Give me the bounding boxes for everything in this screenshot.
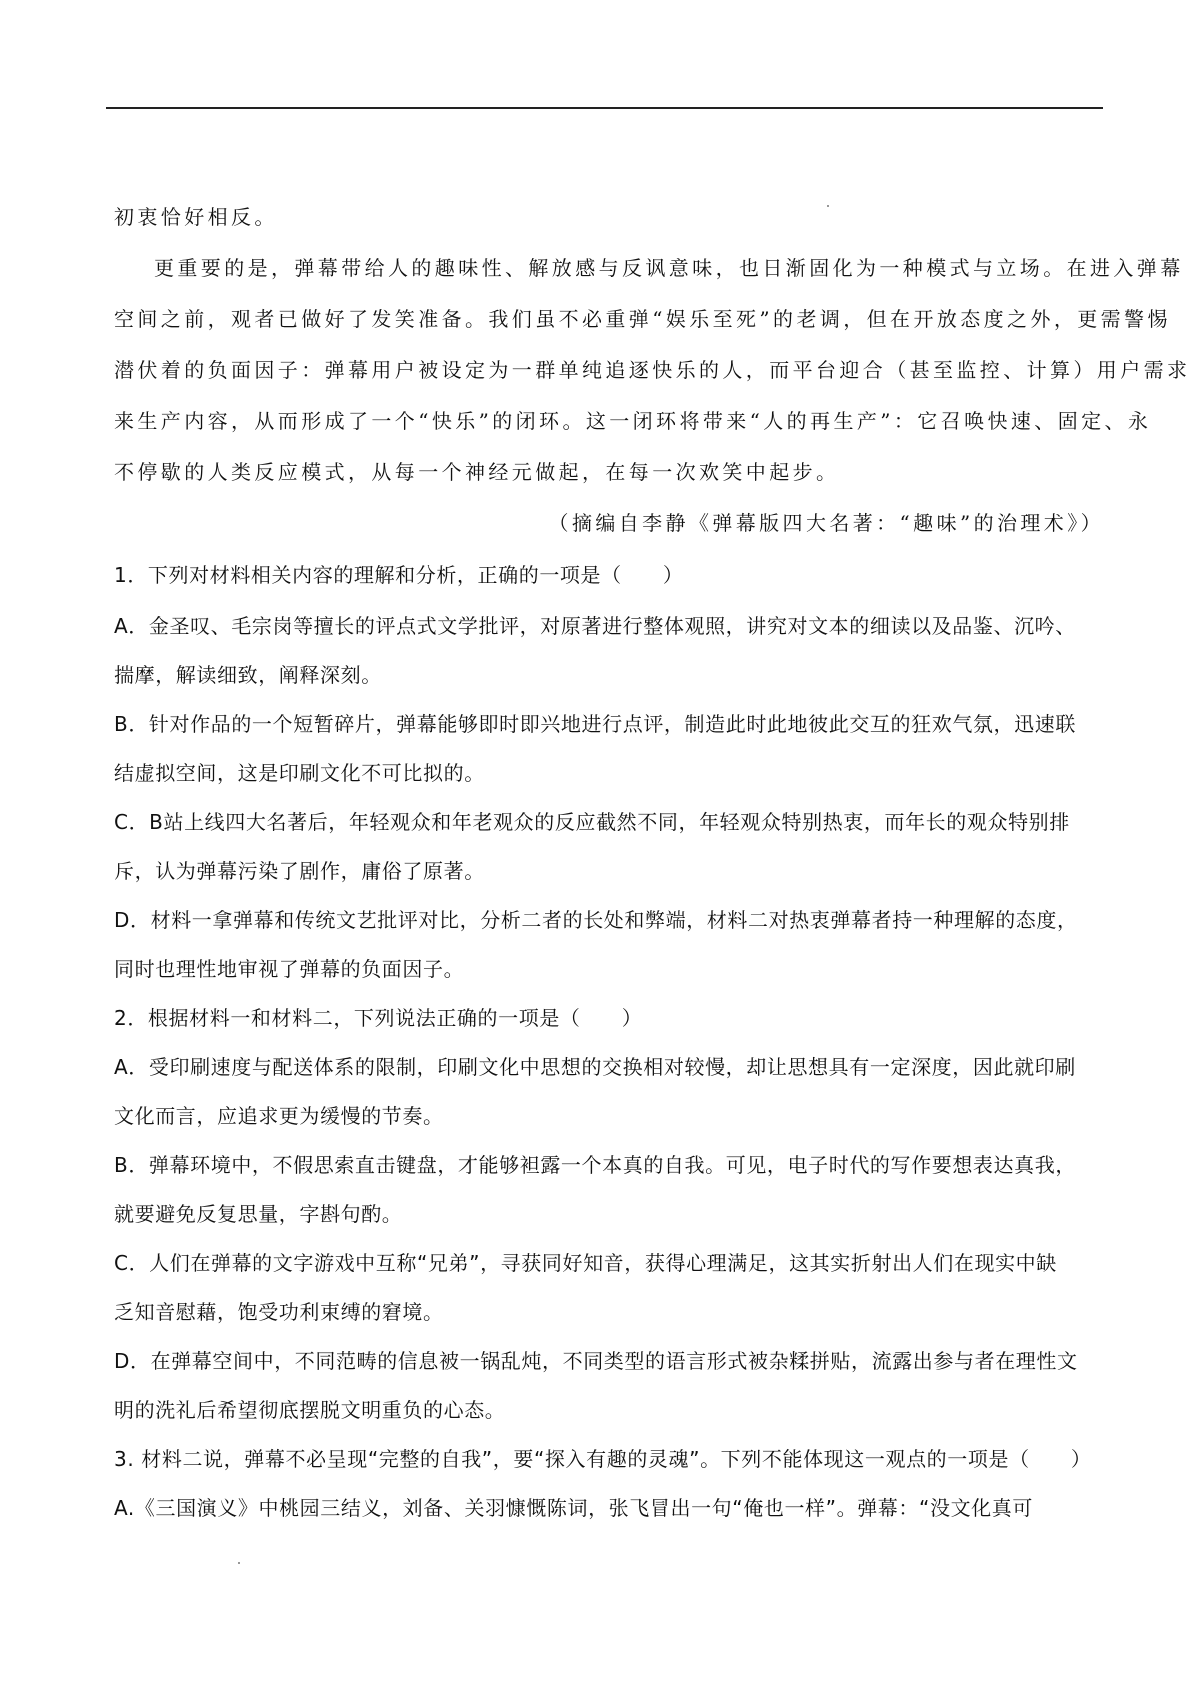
option-line: C．人们在弹幕的文字游戏中互称“兄弟”，寻获同好知音，获得心理满足，这其实折射出人们在现实中缺 — [114, 1251, 1057, 1275]
passage-line: 潜伏着的负面因子：弹幕用户被设定为一群单纯追逐快乐的人，而平台迎合（甚至监控、计算）用户需求 — [114, 358, 1191, 382]
option-line: B．针对作品的一个短暂碎片，弹幕能够即时即兴地进行点评，制造此时此地彼此交互的狂欢气氛，迅速联 — [114, 712, 1076, 736]
option-line: A.《三国演义》中桃园三结义，刘备、关羽慷慨陈词，张飞冒出一句“俺也一样”。弹幕：“没文化真可 — [114, 1496, 1033, 1520]
option-line: 揣摩，解读细致，阐释深刻。 — [114, 663, 382, 687]
passage-line: 初衷恰好相反。 — [114, 205, 278, 229]
option-line: D．在弹幕空间中，不同范畴的信息被一锅乱炖，不同类型的语言形式被杂糅拼贴，流露出参与者在理性文 — [114, 1349, 1078, 1373]
option-line: 斥，认为弹幕污染了剧作，庸俗了原著。 — [114, 859, 485, 883]
question-stem: 2．根据材料一和材料二，下列说法正确的一项是（ ） — [114, 1006, 643, 1030]
option-line: 结虚拟空间，这是印刷文化不可比拟的。 — [114, 761, 485, 785]
option-line: 文化而言，应追求更为缓慢的节奏。 — [114, 1104, 444, 1128]
option-line: 就要避免反复思量，字斟句酌。 — [114, 1202, 403, 1226]
scan-speck — [238, 1562, 240, 1564]
passage-line: 更重要的是，弹幕带给人的趣味性、解放感与反讽意味，也日渐固化为一种模式与立场。在进入弹幕 — [154, 256, 1184, 280]
passage-line: 空间之前，观者已做好了发笑准备。我们虽不必重弹“娱乐至死”的老调，但在开放态度之外，更需警惕 — [114, 307, 1171, 331]
option-line: B．弹幕环境中，不假思索直击键盘，才能够袒露一个本真的自我。可见，电子时代的写作要想表达真我， — [114, 1153, 1076, 1177]
option-line: D．材料一拿弹幕和传统文艺批评对比，分析二者的长处和弊端，材料二对热衷弹幕者持一种理解的态度， — [114, 908, 1078, 932]
header-rule — [106, 107, 1103, 109]
question-stem: 1．下列对材料相关内容的理解和分析，正确的一项是（ ） — [114, 563, 684, 587]
passage-line: 来生产内容，从而形成了一个“快乐”的闭环。这一闭环将带来“人的再生产”：它召唤快速、固定、永 — [114, 409, 1152, 433]
passage-line: 不停歇的人类反应模式，从每一个神经元做起，在每一次欢笑中起步。 — [114, 460, 840, 484]
option-line: 明的洗礼后希望彻底摆脱文明重负的心态。 — [114, 1398, 506, 1422]
option-line: 乏知音慰藉，饱受功利束缚的窘境。 — [114, 1300, 444, 1324]
option-line: A．金圣叹、毛宗岗等擅长的评点式文学批评，对原著进行整体观照，讲究对文本的细读以及品鉴、沉吟、 — [114, 614, 1076, 638]
option-line: A．受印刷速度与配送体系的限制，印刷文化中思想的交换相对较慢，却让思想具有一定深度，因此就印刷 — [114, 1055, 1076, 1079]
passage-source: （摘编自李静《弹幕版四大名著：“趣味”的治理术》） — [548, 511, 1104, 535]
option-line: C．B站上线四大名著后，年轻观众和年老观众的反应截然不同，年轻观众特别热衷，而年长的观众特别排 — [114, 810, 1070, 834]
option-line: 同时也理性地审视了弹幕的负面因子。 — [114, 957, 465, 981]
question-stem: 3. 材料二说，弹幕不必呈现“完整的自我”，要“探入有趣的灵魂”。下列不能体现这一观点的一项是（ ） — [114, 1447, 1092, 1471]
